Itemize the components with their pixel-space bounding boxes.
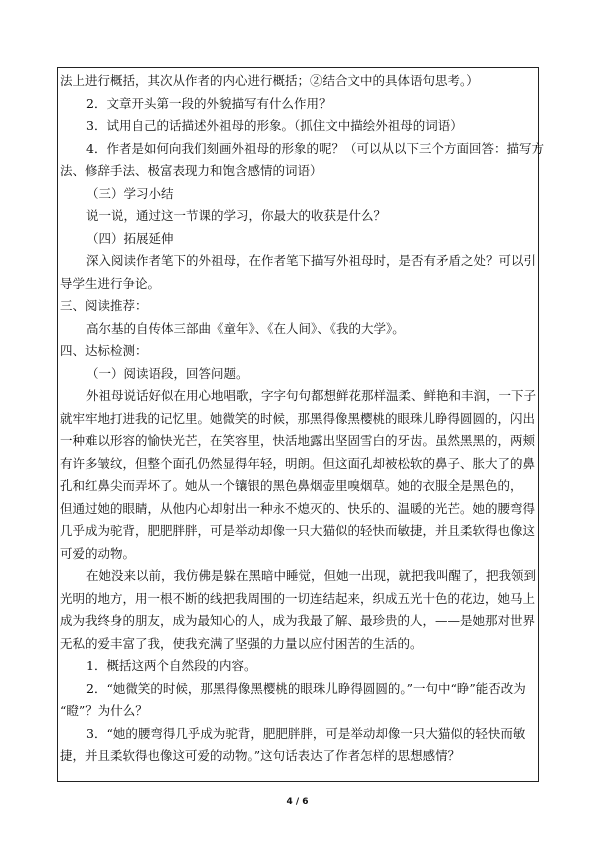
- passage-line: 孔和红鼻尖而弄坏了。她从一个镶银的黑色鼻烟壶里嗅烟草。她的衣服全是黑色的，: [60, 478, 523, 493]
- passage-line: 可爱的动物。: [60, 545, 136, 561]
- question-line: 捷，并且柔软得也像这可爱的动物。”这句话表达了作者怎样的思想感情？: [60, 748, 461, 763]
- passage-line: 就牢牢地打进我的记忆里。她微笑的时候，那黑得像黑樱桃的眼珠儿睁得圆圆的，闪出: [60, 410, 536, 426]
- passage-line: 无私的爱丰富了我，使我充满了坚强的力量以应付困苦的生活的。: [60, 635, 423, 651]
- text-line: 法上进行概括，其次从作者的内心进行概括；②结合文中的具体语句思考。）: [60, 73, 479, 88]
- question-line: 3．“她的腰弯得几乎成为驼背，肥肥胖胖，可是举动却像一只大猫似的轻快而敏: [86, 725, 526, 741]
- section-heading: 三、阅读推荐：: [60, 298, 148, 313]
- passage-line: 有许多皱纹，但整个面孔仍然显得年轻，明朗。但这面孔却被松软的鼻子、胀大了的鼻: [60, 455, 536, 471]
- passage-line: 成为我终身的朋友，成为最知心的人，成为我最了解、最珍贵的人，——是她那对世界: [60, 613, 536, 628]
- passage-line: 几乎成为驼背，肥肥胖胖，可是举动却像一只大猫似的轻快而敏捷，并且柔软得也像这: [60, 523, 536, 538]
- text-line: 说一说，通过这一节课的学习，你最大的收获是什么？: [86, 208, 387, 223]
- passage-line: 但通过她的眼睛，从他内心却射出一种永不熄灭的、快乐的、温暖的光芒。她的腰弯得: [60, 500, 536, 516]
- section-heading: （四）拓展延伸: [86, 230, 174, 246]
- question-line: 1．概括这两个自然段的内容。: [86, 658, 257, 673]
- question-line: 2．“她微笑的时候，那黑得像黑樱桃的眼珠儿睁得圆圆的。”一句中“睁”能否改为: [86, 680, 526, 696]
- text-line: 3．试用自己的话描述外祖母的形象。（抓住文中描绘外祖母的词语）: [86, 118, 463, 133]
- question-line: “瞪”？为什么？: [60, 703, 148, 718]
- text-line: 法、修辞手法、极富表现力和饱含感情的词语）: [60, 163, 323, 178]
- section-heading: 四、达标检测：: [60, 343, 148, 358]
- passage-line: 在她没来以前，我仿佛是躲在黑暗中睡觉，但她一出现，就把我叫醒了，把我领到: [86, 568, 537, 583]
- text-line: 2．文章开头第一段的外貌描写有什么作用？: [86, 95, 332, 111]
- section-heading: （一）阅读语段，回答问题。: [86, 365, 249, 381]
- section-heading: （三）学习小结: [86, 185, 174, 201]
- passage-line: 外祖母说话好似在用心地唱歌，字字句句都想鲜花那样温柔、鲜艳和丰润，一下子: [86, 388, 537, 403]
- text-line: 4．作者是如何向我们刻画外祖母的形象的呢？（可以从以下三个方面回答：描写方: [86, 140, 544, 156]
- page-number: 4 / 6: [286, 797, 309, 807]
- passage-line: 光明的地方，用一根不断的线把我周围的一切连结起来，织成五光十色的花边，她马上: [60, 590, 536, 606]
- text-line: 导学生进行争论。: [60, 275, 161, 291]
- text-line: 深入阅读作者笔下的外祖母，在作者笔下描写外祖母时，是否有矛盾之处？可以引: [86, 253, 537, 268]
- passage-line: 一种难以形容的愉快光芒，在笑容里，快活地露出坚固雪白的牙齿。虽然黑黑的，两颊: [60, 433, 536, 448]
- text-line: 高尔基的自传体三部曲《童年》、《在人间》、《我的大学》。: [86, 320, 405, 336]
- document-body: [60, 70, 544, 768]
